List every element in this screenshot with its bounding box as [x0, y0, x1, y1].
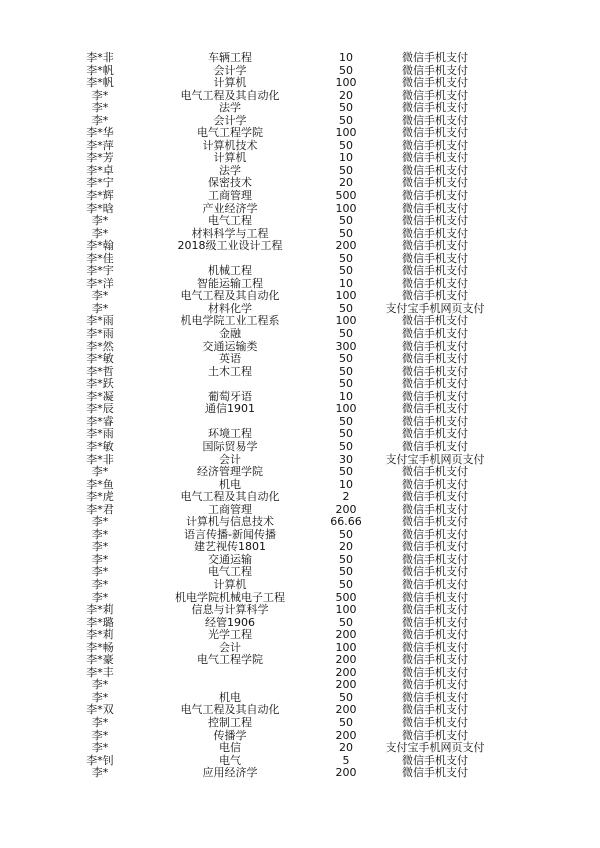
table-row — [0, 403, 600, 416]
payment-method-cell: 微信手机支付 — [402, 678, 468, 692]
major-cell: 建艺视传1801 — [194, 540, 266, 554]
major-cell: 机电 — [219, 477, 241, 491]
donor-name-cell: 李*凝 — [86, 389, 114, 403]
donor-name-cell: 李* — [91, 465, 109, 479]
payment-method-cell: 微信手机支付 — [402, 251, 468, 265]
major-cell: 国际贸易学 — [202, 439, 258, 453]
major-cell: 法学 — [219, 101, 241, 115]
table-row — [0, 566, 600, 579]
donor-name-cell: 李*晗 — [86, 201, 114, 215]
donor-name-cell: 李* — [91, 552, 109, 566]
major-cell: 机电学院工业工程系 — [180, 314, 280, 328]
amount-cell: 500 — [335, 590, 357, 604]
table-row — [0, 466, 600, 479]
payment-method-cell: 微信手机支付 — [402, 753, 468, 767]
payment-method-cell: 微信手机支付 — [402, 640, 468, 654]
table-row — [0, 77, 600, 90]
amount-cell: 50 — [339, 414, 353, 428]
major-cell: 计算机 — [213, 151, 247, 165]
payment-method-cell: 微信手机支付 — [402, 63, 468, 77]
payment-method-cell: 微信手机支付 — [402, 715, 468, 729]
amount-cell: 50 — [339, 63, 353, 77]
donor-name-cell: 李*钊 — [86, 753, 114, 767]
amount-cell: 50 — [339, 301, 353, 315]
major-cell: 工商管理 — [208, 189, 252, 203]
table-row — [0, 541, 600, 554]
donor-name-cell: 李*哲 — [86, 364, 114, 378]
amount-cell: 50 — [339, 527, 353, 541]
major-cell: 传播学 — [213, 728, 247, 742]
payment-method-cell: 微信手机支付 — [402, 126, 468, 140]
major-cell: 材料科学与工程 — [191, 226, 269, 240]
donor-name-cell: 李*雨 — [86, 427, 114, 441]
major-cell: 交通运输类 — [202, 339, 258, 353]
table-row — [0, 579, 600, 592]
payment-method-cell: 微信手机支付 — [402, 690, 468, 704]
donor-name-cell: 李*君 — [86, 502, 114, 516]
amount-cell: 50 — [339, 552, 353, 566]
donor-name-cell: 李* — [91, 289, 109, 303]
amount-cell: 50 — [339, 715, 353, 729]
donation-list — [0, 52, 600, 780]
amount-cell: 2 — [342, 490, 350, 504]
major-cell: 应用经济学 — [202, 766, 258, 780]
amount-cell: 10 — [339, 151, 353, 165]
major-cell: 语言传播-新闻传播 — [184, 527, 276, 541]
donor-name-cell: 李*畅 — [86, 640, 114, 654]
major-cell: 车辆工程 — [208, 51, 252, 64]
donor-name-cell: 李* — [91, 741, 109, 755]
donor-name-cell: 李*跃 — [86, 377, 114, 391]
major-cell: 控制工程 — [208, 715, 252, 729]
amount-cell: 50 — [339, 377, 353, 391]
major-cell: 计算机 — [213, 577, 247, 591]
major-cell: 电气工程学院 — [197, 653, 263, 667]
payment-method-cell: 微信手机支付 — [402, 577, 468, 591]
donor-name-cell: 李*卓 — [86, 163, 114, 177]
major-cell: 葡萄牙语 — [208, 389, 252, 403]
amount-cell: 50 — [339, 226, 353, 240]
table-row — [0, 190, 600, 203]
major-cell: 信息与计算科学 — [191, 603, 269, 617]
donor-name-cell: 李* — [91, 577, 109, 591]
table-row — [0, 90, 600, 103]
donor-name-cell: 李*莉 — [86, 628, 114, 642]
payment-method-cell: 微信手机支付 — [402, 339, 468, 353]
amount-cell: 50 — [339, 690, 353, 704]
amount-cell: 200 — [335, 239, 357, 253]
major-cell: 电气 — [219, 753, 241, 767]
payment-method-cell: 微信手机支付 — [402, 628, 468, 642]
table-row — [0, 730, 600, 743]
payment-method-cell: 微信手机支付 — [402, 427, 468, 441]
payment-method-cell: 微信手机支付 — [402, 477, 468, 491]
donor-name-cell: 李*非 — [86, 51, 114, 64]
amount-cell: 50 — [339, 565, 353, 579]
donor-name-cell: 李*翰 — [86, 239, 114, 253]
amount-cell: 200 — [335, 766, 357, 780]
payment-method-cell: 微信手机支付 — [402, 728, 468, 742]
major-cell: 保密技术 — [208, 176, 252, 190]
table-row — [0, 328, 600, 341]
payment-method-cell: 微信手机支付 — [402, 264, 468, 278]
payment-method-cell: 支付宝手机网页支付 — [385, 741, 485, 755]
amount-cell: 20 — [339, 88, 353, 102]
table-row — [0, 353, 600, 366]
major-cell: 会计 — [219, 452, 241, 466]
amount-cell: 200 — [335, 703, 357, 717]
major-cell: 经管1906 — [205, 615, 255, 629]
table-row — [0, 717, 600, 730]
amount-cell: 50 — [339, 101, 353, 115]
major-cell: 计算机 — [213, 76, 247, 90]
major-cell: 会计学 — [213, 113, 247, 127]
amount-cell: 50 — [339, 214, 353, 228]
table-row — [0, 755, 600, 768]
major-cell: 材料化学 — [208, 301, 252, 315]
table-row — [0, 704, 600, 717]
payment-method-cell: 微信手机支付 — [402, 201, 468, 215]
major-cell: 电气工程学院 — [197, 126, 263, 140]
amount-cell: 500 — [335, 189, 357, 203]
amount-cell: 50 — [339, 364, 353, 378]
amount-cell: 30 — [339, 452, 353, 466]
table-row — [0, 767, 600, 780]
major-cell: 环境工程 — [208, 427, 252, 441]
major-cell: 土木工程 — [208, 364, 252, 378]
payment-method-cell: 微信手机支付 — [402, 552, 468, 566]
donor-name-cell: 李*敏 — [86, 439, 114, 453]
payment-method-cell: 微信手机支付 — [402, 540, 468, 554]
amount-cell: 10 — [339, 276, 353, 290]
donor-name-cell: 李*辉 — [86, 189, 114, 203]
major-cell: 金融 — [219, 327, 241, 341]
donor-name-cell: 李*宇 — [86, 264, 114, 278]
payment-method-cell: 微信手机支付 — [402, 389, 468, 403]
payment-method-cell: 微信手机支付 — [402, 364, 468, 378]
payment-method-cell: 微信手机支付 — [402, 490, 468, 504]
amount-cell: 50 — [339, 615, 353, 629]
amount-cell: 50 — [339, 138, 353, 152]
donor-name-cell: 李*双 — [86, 703, 114, 717]
donor-name-cell: 李* — [91, 226, 109, 240]
table-row — [0, 529, 600, 542]
amount-cell: 100 — [335, 603, 357, 617]
major-cell: 电气工程及其自动化 — [180, 703, 280, 717]
payment-method-cell: 微信手机支付 — [402, 653, 468, 667]
donor-name-cell: 李*非 — [86, 452, 114, 466]
donor-name-cell: 李* — [91, 678, 109, 692]
table-row — [0, 454, 600, 467]
donor-name-cell: 李* — [91, 101, 109, 115]
payment-method-cell: 支付宝手机网页支付 — [385, 301, 485, 315]
amount-cell: 200 — [335, 728, 357, 742]
payment-method-cell: 微信手机支付 — [402, 590, 468, 604]
table-row — [0, 604, 600, 617]
donor-name-cell: 李*璐 — [86, 615, 114, 629]
amount-cell: 100 — [335, 201, 357, 215]
amount-cell: 20 — [339, 741, 353, 755]
amount-cell: 200 — [335, 665, 357, 679]
amount-cell: 200 — [335, 653, 357, 667]
payment-method-cell: 微信手机支付 — [402, 665, 468, 679]
major-cell: 智能运输工程 — [197, 276, 263, 290]
amount-cell: 100 — [335, 126, 357, 140]
donor-name-cell: 李*帆 — [86, 63, 114, 77]
amount-cell: 100 — [335, 640, 357, 654]
payment-method-cell: 微信手机支付 — [402, 163, 468, 177]
major-cell: 电信 — [219, 741, 241, 755]
major-cell: 英语 — [219, 352, 241, 366]
major-cell: 2018级工业设计工程 — [177, 239, 283, 253]
payment-method-cell: 微信手机支付 — [402, 527, 468, 541]
payment-method-cell: 支付宝手机网页支付 — [385, 452, 485, 466]
amount-cell: 300 — [335, 339, 357, 353]
table-row — [0, 504, 600, 517]
payment-method-cell: 微信手机支付 — [402, 565, 468, 579]
donor-name-cell: 李*宁 — [86, 176, 114, 190]
major-cell: 机械工程 — [208, 264, 252, 278]
major-cell: 通信1901 — [205, 402, 255, 416]
table-row — [0, 265, 600, 278]
donor-name-cell: 李*睿 — [86, 414, 114, 428]
payment-method-cell: 微信手机支付 — [402, 515, 468, 529]
payment-method-cell: 微信手机支付 — [402, 189, 468, 203]
major-cell: 电气工程及其自动化 — [180, 289, 280, 303]
major-cell: 经济管理学院 — [197, 465, 263, 479]
donor-name-cell: 李*虎 — [86, 490, 114, 504]
major-cell: 机电学院机械电子工程 — [175, 590, 285, 604]
major-cell: 会计学 — [213, 63, 247, 77]
table-row — [0, 667, 600, 680]
donor-name-cell: 李* — [91, 715, 109, 729]
amount-cell: 50 — [339, 327, 353, 341]
donor-name-cell: 李*佳 — [86, 251, 114, 265]
major-cell: 光学工程 — [208, 628, 252, 642]
major-cell: 计算机与信息技术 — [186, 515, 274, 529]
major-cell: 会计 — [219, 640, 241, 654]
table-row — [0, 654, 600, 667]
payment-method-cell: 微信手机支付 — [402, 615, 468, 629]
amount-cell: 100 — [335, 76, 357, 90]
amount-cell: 100 — [335, 402, 357, 416]
major-cell: 电气工程 — [208, 214, 252, 228]
amount-cell: 100 — [335, 314, 357, 328]
donor-name-cell: 李*莉 — [86, 603, 114, 617]
donor-name-cell: 李*鱼 — [86, 477, 114, 491]
payment-method-cell: 微信手机支付 — [402, 138, 468, 152]
table-row — [0, 278, 600, 291]
table-row — [0, 102, 600, 115]
payment-method-cell: 微信手机支付 — [402, 414, 468, 428]
donor-name-cell: 李*雨 — [86, 327, 114, 341]
amount-cell: 50 — [339, 264, 353, 278]
amount-cell: 50 — [339, 251, 353, 265]
amount-cell: 20 — [339, 176, 353, 190]
table-row — [0, 441, 600, 454]
payment-method-cell: 微信手机支付 — [402, 327, 468, 341]
amount-cell: 10 — [339, 477, 353, 491]
payment-method-cell: 微信手机支付 — [402, 214, 468, 228]
major-cell: 产业经济学 — [202, 201, 258, 215]
amount-cell: 66.66 — [330, 515, 362, 529]
amount-cell: 50 — [339, 113, 353, 127]
payment-method-cell: 微信手机支付 — [402, 766, 468, 780]
donor-name-cell: 李*豪 — [86, 653, 114, 667]
major-cell: 法学 — [219, 163, 241, 177]
amount-cell: 10 — [339, 51, 353, 64]
amount-cell: 100 — [335, 289, 357, 303]
payment-method-cell: 微信手机支付 — [402, 402, 468, 416]
table-row — [0, 240, 600, 253]
payment-method-cell: 微信手机支付 — [402, 76, 468, 90]
amount-cell: 200 — [335, 628, 357, 642]
donor-name-cell: 李* — [91, 590, 109, 604]
payment-method-cell: 微信手机支付 — [402, 101, 468, 115]
amount-cell: 50 — [339, 577, 353, 591]
donor-name-cell: 李* — [91, 214, 109, 228]
payment-method-cell: 微信手机支付 — [402, 239, 468, 253]
donor-name-cell: 李*华 — [86, 126, 114, 140]
donor-name-cell: 李* — [91, 88, 109, 102]
donor-name-cell: 李* — [91, 515, 109, 529]
table-row — [0, 290, 600, 303]
donor-name-cell: 李* — [91, 565, 109, 579]
donor-name-cell: 李* — [91, 301, 109, 315]
payment-method-cell: 微信手机支付 — [402, 502, 468, 516]
payment-method-cell: 微信手机支付 — [402, 465, 468, 479]
payment-method-cell: 微信手机支付 — [402, 289, 468, 303]
major-cell: 电气工程及其自动化 — [180, 88, 280, 102]
table-row — [0, 127, 600, 140]
amount-cell: 200 — [335, 678, 357, 692]
amount-cell: 50 — [339, 465, 353, 479]
major-cell: 计算机技术 — [202, 138, 258, 152]
table-row — [0, 52, 600, 65]
payment-method-cell: 微信手机支付 — [402, 603, 468, 617]
payment-method-cell: 微信手机支付 — [402, 88, 468, 102]
payment-method-cell: 微信手机支付 — [402, 703, 468, 717]
amount-cell: 50 — [339, 352, 353, 366]
donor-name-cell: 李* — [91, 113, 109, 127]
major-cell: 电气工程及其自动化 — [180, 490, 280, 504]
donor-name-cell: 李* — [91, 690, 109, 704]
donor-name-cell: 李*敏 — [86, 352, 114, 366]
donor-name-cell: 李* — [91, 540, 109, 554]
payment-method-cell: 微信手机支付 — [402, 352, 468, 366]
payment-method-cell: 微信手机支付 — [402, 314, 468, 328]
major-cell: 工商管理 — [208, 502, 252, 516]
donor-name-cell: 李*萍 — [86, 138, 114, 152]
amount-cell: 50 — [339, 439, 353, 453]
donor-name-cell: 李* — [91, 527, 109, 541]
amount-cell: 200 — [335, 502, 357, 516]
table-row — [0, 378, 600, 391]
table-row — [0, 679, 600, 692]
table-row — [0, 215, 600, 228]
table-row — [0, 516, 600, 529]
payment-method-cell: 微信手机支付 — [402, 226, 468, 240]
payment-method-cell: 微信手机支付 — [402, 113, 468, 127]
amount-cell: 10 — [339, 389, 353, 403]
table-row — [0, 629, 600, 642]
major-cell: 交通运输 — [208, 552, 252, 566]
donor-name-cell: 李* — [91, 766, 109, 780]
donor-name-cell: 李*然 — [86, 339, 114, 353]
payment-method-cell: 微信手机支付 — [402, 51, 468, 64]
major-cell: 电气工程 — [208, 565, 252, 579]
donor-name-cell: 李*帆 — [86, 76, 114, 90]
payment-method-cell: 微信手机支付 — [402, 439, 468, 453]
table-row — [0, 203, 600, 216]
amount-cell: 50 — [339, 427, 353, 441]
payment-method-cell: 微信手机支付 — [402, 377, 468, 391]
payment-method-cell: 微信手机支付 — [402, 151, 468, 165]
table-row — [0, 742, 600, 755]
amount-cell: 5 — [342, 753, 350, 767]
donor-name-cell: 李*丰 — [86, 665, 114, 679]
payment-method-cell: 微信手机支付 — [402, 276, 468, 290]
table-row — [0, 491, 600, 504]
donor-name-cell: 李*辰 — [86, 402, 114, 416]
amount-cell: 50 — [339, 163, 353, 177]
donor-name-cell: 李* — [91, 728, 109, 742]
donor-name-cell: 李*洋 — [86, 276, 114, 290]
donor-name-cell: 李*雨 — [86, 314, 114, 328]
donor-name-cell: 李*芳 — [86, 151, 114, 165]
payment-method-cell: 微信手机支付 — [402, 176, 468, 190]
amount-cell: 20 — [339, 540, 353, 554]
major-cell: 机电 — [219, 690, 241, 704]
table-row — [0, 554, 600, 567]
